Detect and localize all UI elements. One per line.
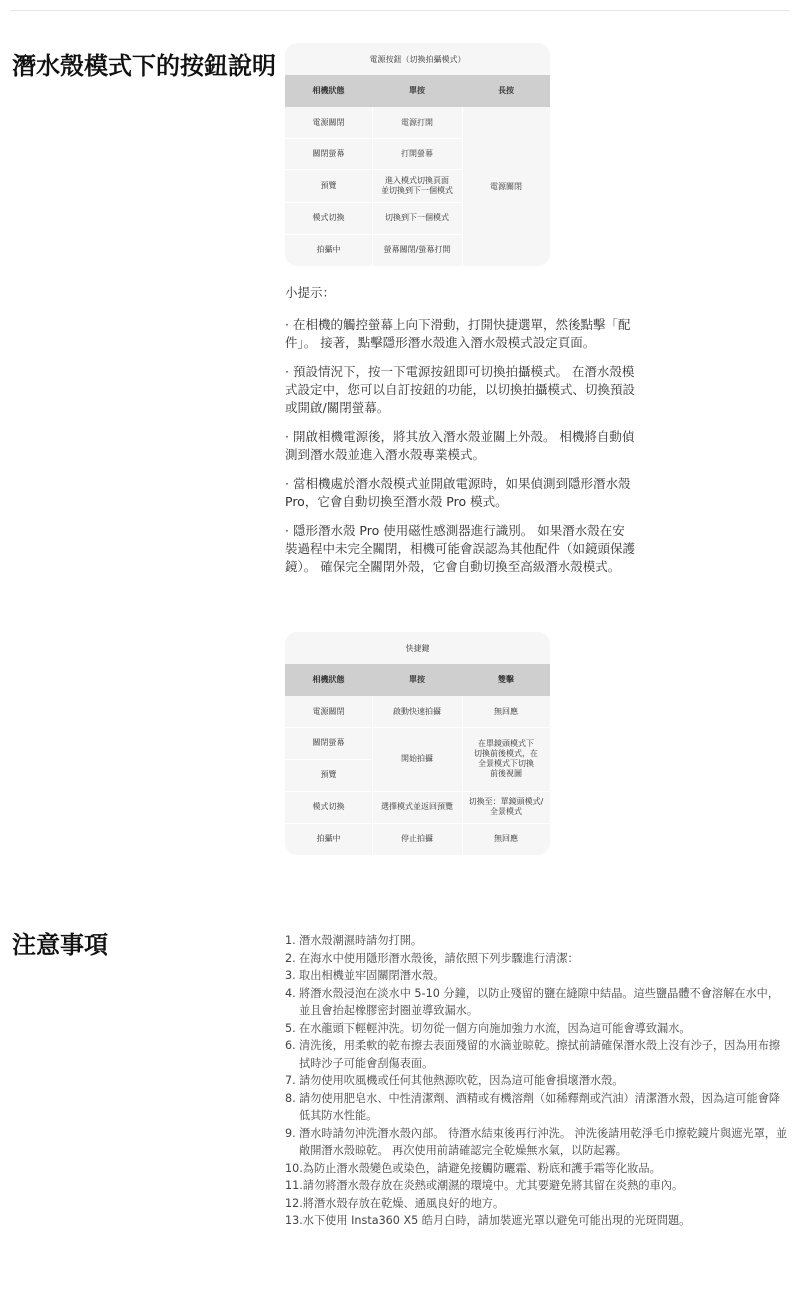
table-cell-state: 拍攝中: [316, 834, 341, 843]
table-divider: [285, 823, 550, 824]
table-cell-press: 切換到下一個模式: [385, 213, 449, 222]
list-item: 4. 將潛水殼浸泡在淡水中 5-10 分鐘，以防止殘留的鹽在縫隙中結晶。這些鹽晶體不會溶解在水中，並且會抬起橡膠密封圈並導致漏水。: [285, 985, 790, 1020]
note-text: 將潛水殼浸泡在淡水中 5-10 分鐘，以防止殘留的鹽在縫隙中結晶。這些鹽晶體不會溶解在水中，並且會抬起橡膠密封圈並導致漏水。: [299, 986, 780, 1017]
table-header-cell: 相機狀態: [285, 664, 372, 696]
table-divider: [285, 202, 462, 203]
list-item: 3. 取出相機並牢固關閉潛水殼。: [285, 967, 790, 985]
note-text: 請勿使用吹風機或任何其他熱源吹乾，因為這可能會損壞潛水殼。: [299, 1074, 624, 1087]
table-cell-press: 選擇模式並返回預覽: [381, 802, 453, 811]
note-text: 在水龍頭下輕輕沖洗。切勿從一個方向施加強力水流，因為這可能會導致漏水。: [299, 1021, 691, 1035]
list-item: 9. 潛水時請勿沖洗潛水殼內部。 待潛水結束後再行沖洗。 沖洗後請用乾淨毛巾擦乾鏡片與遮光罩，並敞開潛水殼晾乾。 再次使用前請確認完全乾燥無水氣，以防起霧。: [285, 1125, 790, 1160]
table-cell-state: 關閉螢幕: [312, 738, 345, 747]
list-item: 7. 請勿使用吹風機或任何其他熱源吹乾，因為這可能會損壞潛水殼。: [285, 1072, 790, 1090]
table-cell-state: 電源關閉: [312, 117, 345, 127]
notes-list: [285, 932, 790, 1230]
table-cell-long-press-merged: 電源關閉: [490, 181, 522, 191]
table-cell-double: 無回應: [494, 706, 518, 716]
note-text: 為防止潛水殼變色或染色，請避免接觸防曬霜、粉底和護手霜等化妝品。: [302, 1161, 661, 1175]
table-cell-press: 啟動快速拍攝: [393, 706, 441, 716]
table-cell-state: 關閉螢幕: [312, 148, 345, 158]
table-divider: [285, 169, 462, 170]
table-cell-state: 預覽: [320, 180, 337, 190]
list-item: 2. 在海水中使用隱形潛水殼後，請依照下列步驟進行清潔：: [285, 950, 790, 968]
table-divider: [285, 138, 462, 139]
tip-item: · 在相機的觸控螢幕上向下滑動，打開快捷選單，然後點擊「配件」。 接著，點擊隱形潛水殼進入潛水殼模式設定頁面。: [285, 317, 631, 350]
tip-item: · 當相機處於潛水殼模式並開啟電源時，如果偵測到隱形潛水殼 Pro，它會自動切換至潛水殼 Pro 模式。: [285, 476, 631, 509]
note-text: 請勿將潛水殼存放在炎熱或潮濕的環境中。尤其要避免將其留在炎熱的車內。: [302, 1179, 684, 1192]
note-text: 將潛水殼存放在乾燥、通風良好的地方。: [302, 1196, 505, 1210]
section-title-buttons: 潛水殼模式下的按鈕說明: [12, 52, 276, 80]
table-cell-double: 切換至：單鏡頭模式/ 全景模式: [468, 797, 544, 816]
table-cell-press: 打開螢幕: [401, 148, 433, 158]
list-item: 12. 將潛水殼存放在乾燥、通風良好的地方。: [285, 1195, 790, 1213]
table-cell-press: 停止拍攝: [401, 834, 433, 843]
table-cell-press: 螢幕關閉/螢幕打開: [383, 245, 451, 254]
table-header-cell: 相機狀態: [285, 75, 372, 107]
table-cell-press: 進入模式切換頁面 並切換到下一個模式: [381, 175, 453, 195]
tips-heading: 小提示：: [285, 285, 336, 300]
list-item: 10. 為防止潛水殼變色或染色，請避免接觸防曬霜、粉底和護手霜等化妝品。: [285, 1160, 790, 1178]
table-cell-state: 模式切換: [312, 802, 345, 811]
table-caption: 電源按鈕（切換拍攝模式）: [369, 54, 466, 64]
table-divider: [285, 727, 550, 728]
list-item: 11. 請勿將潛水殼存放在炎熱或潮濕的環境中。尤其要避免將其留在炎熱的車內。: [285, 1177, 790, 1195]
list-item: 1. 潛水殼潮濕時請勿打開。: [285, 932, 790, 950]
top-divider: [10, 10, 790, 11]
table-cell-press: 電源打開: [401, 117, 433, 127]
list-item: 8. 請勿使用肥皂水、中性清潔劑、酒精或有機溶劑（如稀釋劑或汽油）清潔潛水殼，因為這可能會降低其防水性能。: [285, 1090, 790, 1125]
table-divider: [285, 759, 372, 760]
table-cell-state: 預覽: [320, 770, 337, 779]
table-cell-state: 模式切換: [312, 213, 345, 222]
note-text: 取出相機並牢固關閉潛水殼。: [299, 969, 445, 982]
note-text: 在海水中使用隱形潛水殼後，請依照下列步驟進行清潔：: [299, 951, 579, 965]
table-caption: 快捷鍵: [405, 643, 430, 653]
table-divider: [372, 696, 373, 855]
list-item: 5. 在水龍頭下輕輕沖洗。切勿從一個方向施加強力水流，因為這可能會導致漏水。: [285, 1020, 790, 1038]
table-header-cell: 單按: [372, 664, 462, 696]
list-item: 13. 水下使用 Insta360 X5 皓月白時，請加裝遮光罩以避免可能出現的光斑問題。: [285, 1212, 790, 1230]
table-divider: [285, 234, 462, 235]
table-header-cell: 雙擊: [462, 664, 550, 696]
quick-key-table: [285, 632, 550, 855]
note-text: 潛水時請勿沖洗潛水殼內部。 待潛水結束後再行沖洗。 沖洗後請用乾淨毛巾擦乾鏡片與遮光罩，並敞開潛水殼晾乾。 再次使用前請確認完全乾燥無水氣，以防起霧。: [299, 1126, 788, 1157]
table-divider: [285, 791, 550, 792]
tip-item: · 隱形潛水殼 Pro 使用磁性感測器進行識別。 如果潛水殼在安裝過程中未完全關閉，相機可能會誤認為其他配件（如鏡頭保護鏡）。 確保完全關閉外殼，它會自動切換至高級潛水殼模式。: [285, 523, 636, 574]
table-divider: [462, 107, 463, 266]
table-header-cell: 長按: [462, 75, 550, 107]
power-button-table: [285, 43, 550, 266]
note-text: 潛水殼潮濕時請勿打開。: [299, 934, 423, 947]
tip-item: · 預設情況下，按一下電源按鈕即可切換拍攝模式。 在潛水殼模式設定中，您可以自訂按鈕的功能，以切換拍攝模式、切換預設或開啟/關閉螢幕。: [285, 364, 636, 415]
table-cell-state: 電源關閉: [312, 706, 345, 716]
section-title-notes: 注意事項: [12, 931, 108, 959]
table-divider: [462, 696, 463, 855]
note-text: 請勿使用肥皂水、中性清潔劑、酒精或有機溶劑（如稀釋劑或汽油）清潔潛水殼，因為這可能會降低其防水性能。: [299, 1091, 781, 1122]
tip-item: · 開啟相機電源後，將其放入潛水殼並關上外殼。 相機將自動偵測到潛水殼並進入潛水殼專業模式。: [285, 429, 635, 462]
note-text: 水下使用 Insta360 X5 皓月白時，請加裝遮光罩以避免可能出現的光斑問題。: [302, 1214, 691, 1227]
table-cell-press-merged: 開始拍攝: [401, 754, 433, 763]
tips-block: [285, 284, 635, 587]
table-cell-state: 拍攝中: [316, 245, 341, 254]
table-cell-double-merged: 在單鏡頭模式下 切換前後模式，在 全景模式下切換 前後視圖: [474, 739, 538, 778]
table-header-cell: 單按: [372, 75, 462, 107]
table-cell-double: 無回應: [494, 834, 518, 843]
note-text: 清洗後，用柔軟的乾布擦去表面殘留的水滴並晾乾。擦拭前請確保潛水殼上沒有沙子，因為用布擦拭時沙子可能會刮傷表面。: [299, 1039, 781, 1070]
table-divider: [372, 107, 373, 266]
list-item: 6. 清洗後，用柔軟的乾布擦去表面殘留的水滴並晾乾。擦拭前請確保潛水殼上沒有沙子，因為用布擦拭時沙子可能會刮傷表面。: [285, 1037, 790, 1072]
